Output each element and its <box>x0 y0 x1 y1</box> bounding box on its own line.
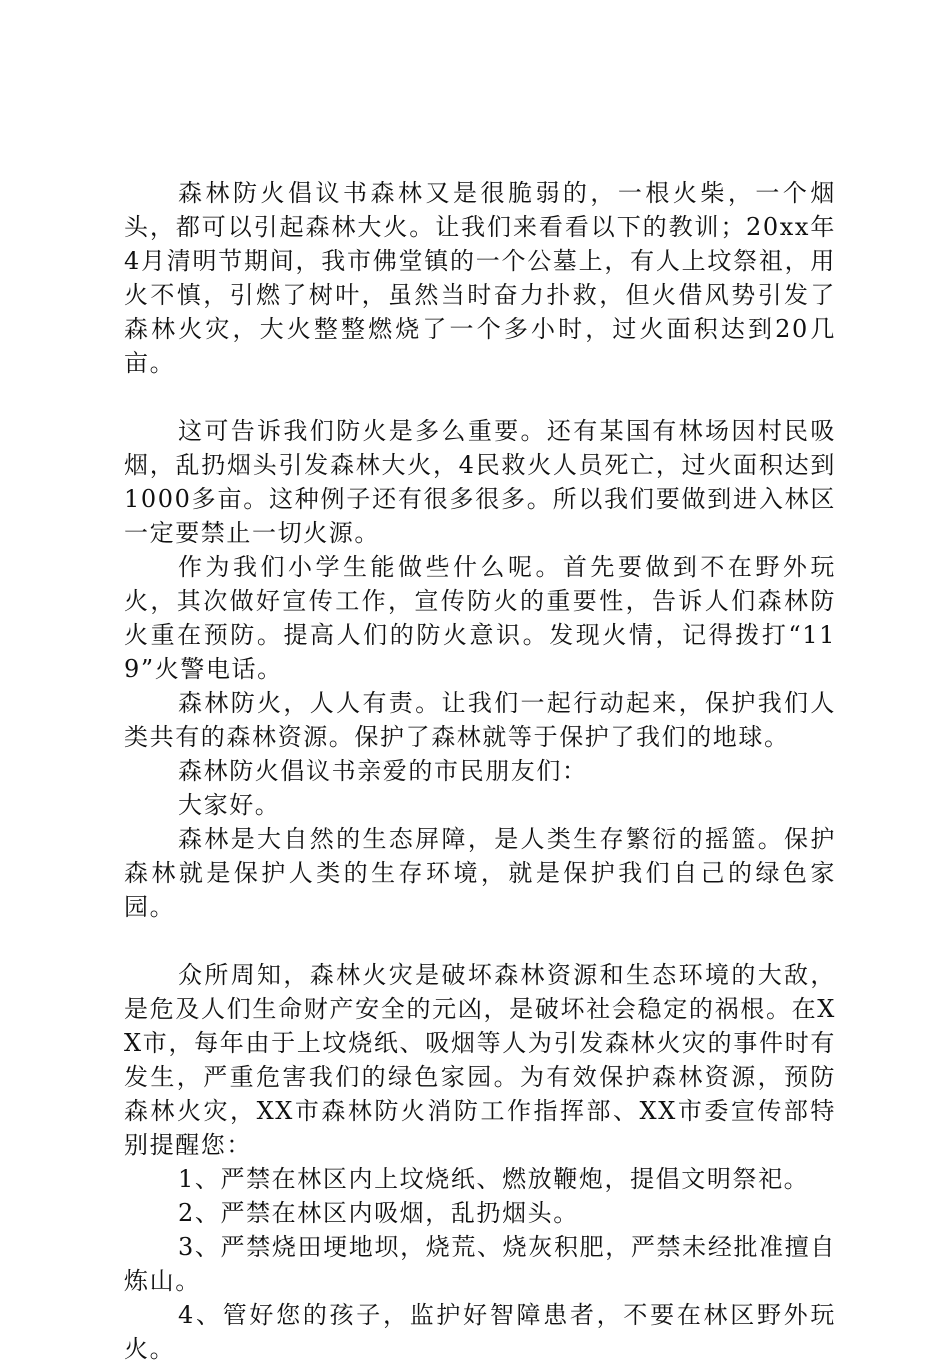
list-item-2: 2、严禁在林区内吸烟，乱扔烟头。 <box>178 1199 579 1227</box>
paragraph-3: 作为我们小学生能做些什么呢。首先要做到不在野外玩火，其次做好宣传工作，宣传防火的重要性，告诉人们森林防火重在预防。提高人们的防火意识。发现火情，记得拨打“119”火警电话。 <box>124 553 836 683</box>
paragraph-2: 这可告诉我们防火是多么重要。还有某国有林场因村民吸烟，乱扔烟头引发森林大火，4民救火人员死亡，过火面积达到1000多亩。这种例子还有很多很多。所以我们要做到进入林区一定要禁止一切火源。 <box>124 417 836 547</box>
list-item-1: 1、严禁在林区内上坟烧纸、燃放鞭炮，提倡文明祭祀。 <box>178 1165 810 1193</box>
paragraph-1: 森林防火倡议书森林又是很脆弱的，一根火柴，一个烟头，都可以引起森林大火。让我们来看看以下的教训；20xx年4月清明节期间，我市佛堂镇的一个公墓上，有人上坟祭祖，用火不慎，引燃了树叶，虽然当时奋力扑救，但火借风势引发了森林火灾，大火整整燃烧了一个多小时，过火面积达到20几亩。 <box>124 179 836 377</box>
paragraph-5: 森林防火倡议书亲爱的市民朋友们： <box>178 757 588 785</box>
document-body <box>124 176 836 1366</box>
paragraph-7: 森林是大自然的生态屏障，是人类生存繁衍的摇篮。保护森林就是保护人类的生存环境，就是保护我们自己的绿色家园。 <box>124 825 836 921</box>
list-item-4: 4、管好您的孩子，监护好智障患者，不要在林区野外玩火。 <box>124 1301 836 1363</box>
list-item-3: 3、严禁烧田埂地坝，烧荒、烧灰积肥，严禁未经批准擅自炼山。 <box>124 1233 836 1295</box>
paragraph-6: 大家好。 <box>178 791 281 819</box>
paragraph-8: 众所周知，森林火灾是破坏森林资源和生态环境的大敌，是危及人们生命财产安全的元凶，是破坏社会稳定的祸根。在XX市，每年由于上坟烧纸、吸烟等人为引发森林火灾的事件时有发生，严重危害我们的绿色家园。为有效保护森林资源，预防森林火灾，XX市森林防火消防工作指挥部、XX市委宣传部特别提醒您： <box>124 961 836 1159</box>
paragraph-4: 森林防火，人人有责。让我们一起行动起来，保护我们人类共有的森林资源。保护了森林就等于保护了我们的地球。 <box>124 689 836 751</box>
